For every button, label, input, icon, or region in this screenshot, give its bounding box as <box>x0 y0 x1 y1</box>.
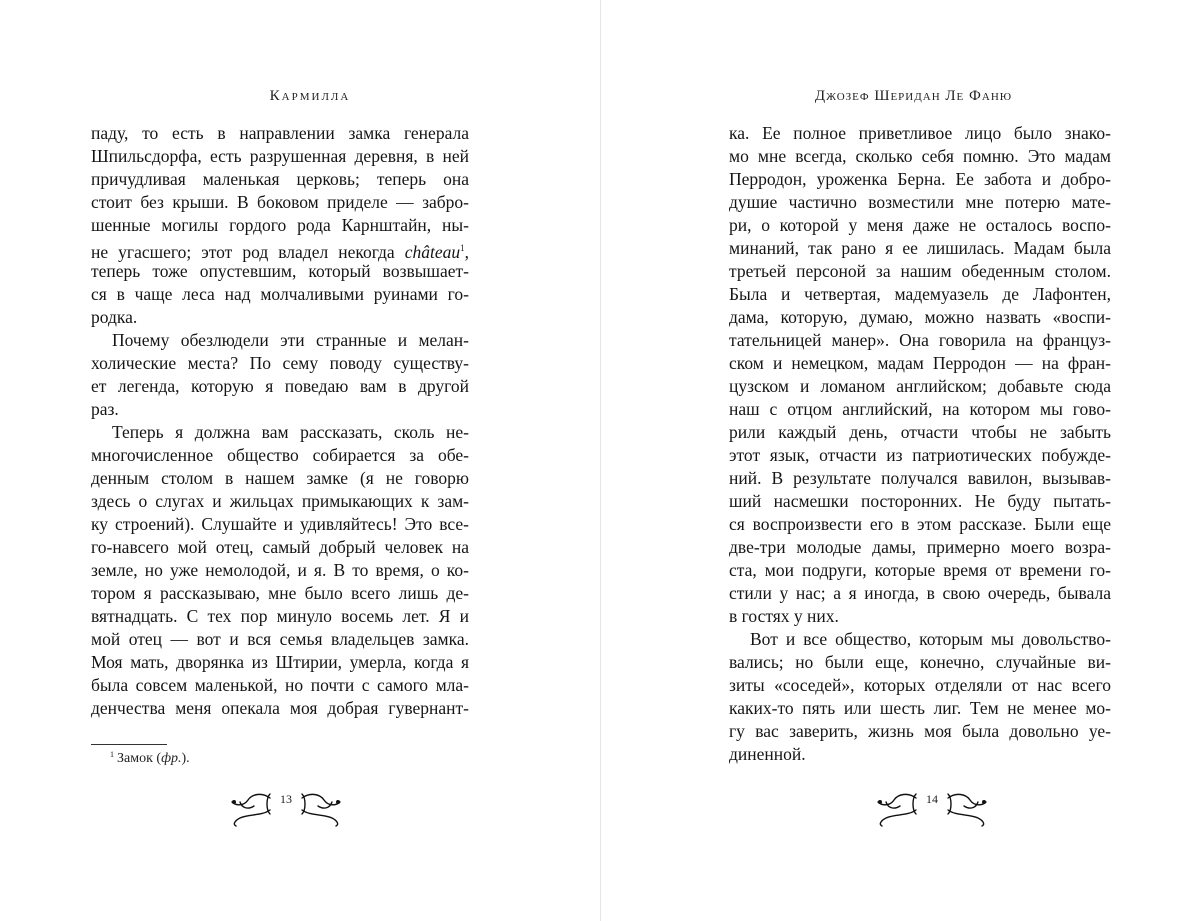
running-head-left: Кармилла <box>269 88 351 104</box>
text-line: причудливая маленькая церковь; теперь она <box>91 169 469 189</box>
text-line: Шпильсдорфа, есть разрушенная деревня, в ней <box>91 146 469 166</box>
footnote-italic: фр. <box>161 751 182 766</box>
text-fragment: не угасшего; этот род владел некогда <box>91 242 395 262</box>
text-line: ка. Ее полное приветливое лицо было знако- <box>729 123 1111 143</box>
text-line: ся воспроизвести его в этом рассказе. Были еще <box>729 514 1111 534</box>
footnote-text-end: ). <box>181 751 190 766</box>
text-line: земле, но уже немолодой, и я. В то время, о ко- <box>91 560 469 580</box>
text-line: ся в чаще леса над молчаливыми руинами го- <box>91 284 469 304</box>
text-line: вались; но были еще, конечно, случайные ви- <box>729 652 1111 672</box>
text-line: каких-то пять или шесть лиг. Тем не менее мо- <box>729 698 1111 718</box>
text-line: паду, то есть в направлении замка генерала <box>91 123 469 143</box>
text-line: стили у нас; а я иногда, в свою очередь, бывала <box>729 583 1111 603</box>
text-line: стоит без крыши. В боковом приделе — забро- <box>91 192 469 212</box>
text-line: ском и немецком, мадам Перродон — на фран- <box>729 353 1111 373</box>
text-line: денным столом в нашем замке (я не говорю <box>91 468 469 488</box>
text-line: рили каждый день, отчасти чтобы не забыть <box>729 422 1111 442</box>
text-line: зиты «соседей», которых отделяли от нас всего <box>729 675 1111 695</box>
text-line: в гостях у них. <box>729 606 839 626</box>
text-line: душие частично возместили мне потерю мате- <box>729 192 1111 212</box>
text-line: Почему обезлюдели эти странные и мелан- <box>112 330 469 350</box>
text-line: ста, мои подруги, которые время от времени го- <box>729 560 1111 580</box>
left-page-text <box>91 122 469 720</box>
text-line: тательницей манер». Она говорила на француз- <box>729 330 1111 350</box>
text-line: теперь тоже опустевшим, который возвышает- <box>91 261 469 281</box>
text-line: здесь о слугах и жильцах примыкающих к зам- <box>91 491 469 511</box>
text-line: тором я рассказываю, мне было всего лишь де- <box>91 583 469 603</box>
text-line: этот язык, отчасти из патриотических побужде- <box>729 445 1111 465</box>
text-line: денчества меня опекала моя добрая гувернант- <box>91 698 469 718</box>
italic-word: château <box>404 242 461 262</box>
page-number: 14 <box>926 792 938 806</box>
text-line-with-italic: не угасшего; этот род владел некогда château$^1$, <box>91 242 469 262</box>
text-line: Теперь я должна вам рассказать, сколь не- <box>112 422 469 442</box>
text-line: ший насмешки посторонних. Не буду пытать- <box>729 491 1111 511</box>
text-line: ний. В результате получался вавилон, вызывав- <box>729 468 1111 488</box>
right-page-text <box>729 122 1111 766</box>
text-line: гу вас заверить, жизнь моя была довольно уе- <box>729 721 1111 741</box>
footnote-mark: 1 <box>110 750 114 759</box>
text-line: Была и четвертая, мадемуазель де Лафонтен, <box>729 284 1111 304</box>
footnote-divider <box>91 744 167 745</box>
text-line: ри, о которой у меня даже не осталось воспо- <box>729 215 1111 235</box>
text-line: раз. <box>91 399 119 419</box>
text-line: вятнадцать. С тех пор минуло восемь лет. Я и <box>91 606 469 626</box>
running-head-right: Джозеф Шеридан Ле Фаню <box>814 88 1013 104</box>
text-line: ет легенда, которую я поведаю вам в другой <box>91 376 469 396</box>
text-line: мо мне всегда, сколько себя помню. Это мадам <box>729 146 1111 166</box>
text-line: была совсем маленькой, но почти с самого мла- <box>91 675 469 695</box>
text-line: цузском и ломаном английском; добавьте сюда <box>729 376 1111 396</box>
text-line: Вот и все общество, которым мы довольство- <box>750 629 1111 649</box>
text-line: шенные могилы гордого рода Карнштайн, ны- <box>91 215 469 235</box>
page-number-ornament <box>872 784 992 828</box>
page-number-ornament <box>226 784 346 828</box>
text-line: го-навсего мой отец, самый добрый человек на <box>91 537 469 557</box>
page-number: 13 <box>280 792 292 806</box>
right-page <box>601 0 1202 921</box>
text-line: две-три молодые дамы, примерно моего возра- <box>729 537 1111 557</box>
text-line: холические места? По сему поводу существу- <box>91 353 469 373</box>
text-line: наш с отцом английский, на котором мы гово- <box>729 399 1111 419</box>
text-line: диненной. <box>729 744 806 764</box>
text-line: ку строений). Слушайте и удивляйтесь! Это все- <box>91 514 469 534</box>
footnote-text-start: Замок ( <box>117 751 162 766</box>
left-page <box>0 0 600 921</box>
text-line: дама, которую, думаю, можно назвать «воспи- <box>729 307 1111 327</box>
text-line: родка. <box>91 307 138 327</box>
footnote <box>110 750 190 767</box>
footnote-reference[interactable]: 1 <box>460 243 465 253</box>
text-line: многочисленное общество собирается за обе- <box>91 445 469 465</box>
text-line: Перродон, уроженка Берна. Ее забота и добро- <box>729 169 1111 189</box>
text-line: мой отец — вот и вся семья владельцев замка. <box>91 629 469 649</box>
text-line: Моя мать, дворянка из Штирии, умерла, когда я <box>91 652 469 672</box>
text-line: третьей персоной за нашим обеденным столом. <box>729 261 1111 281</box>
text-line: минаний, так рано я ее лишилась. Мадам была <box>729 238 1111 258</box>
